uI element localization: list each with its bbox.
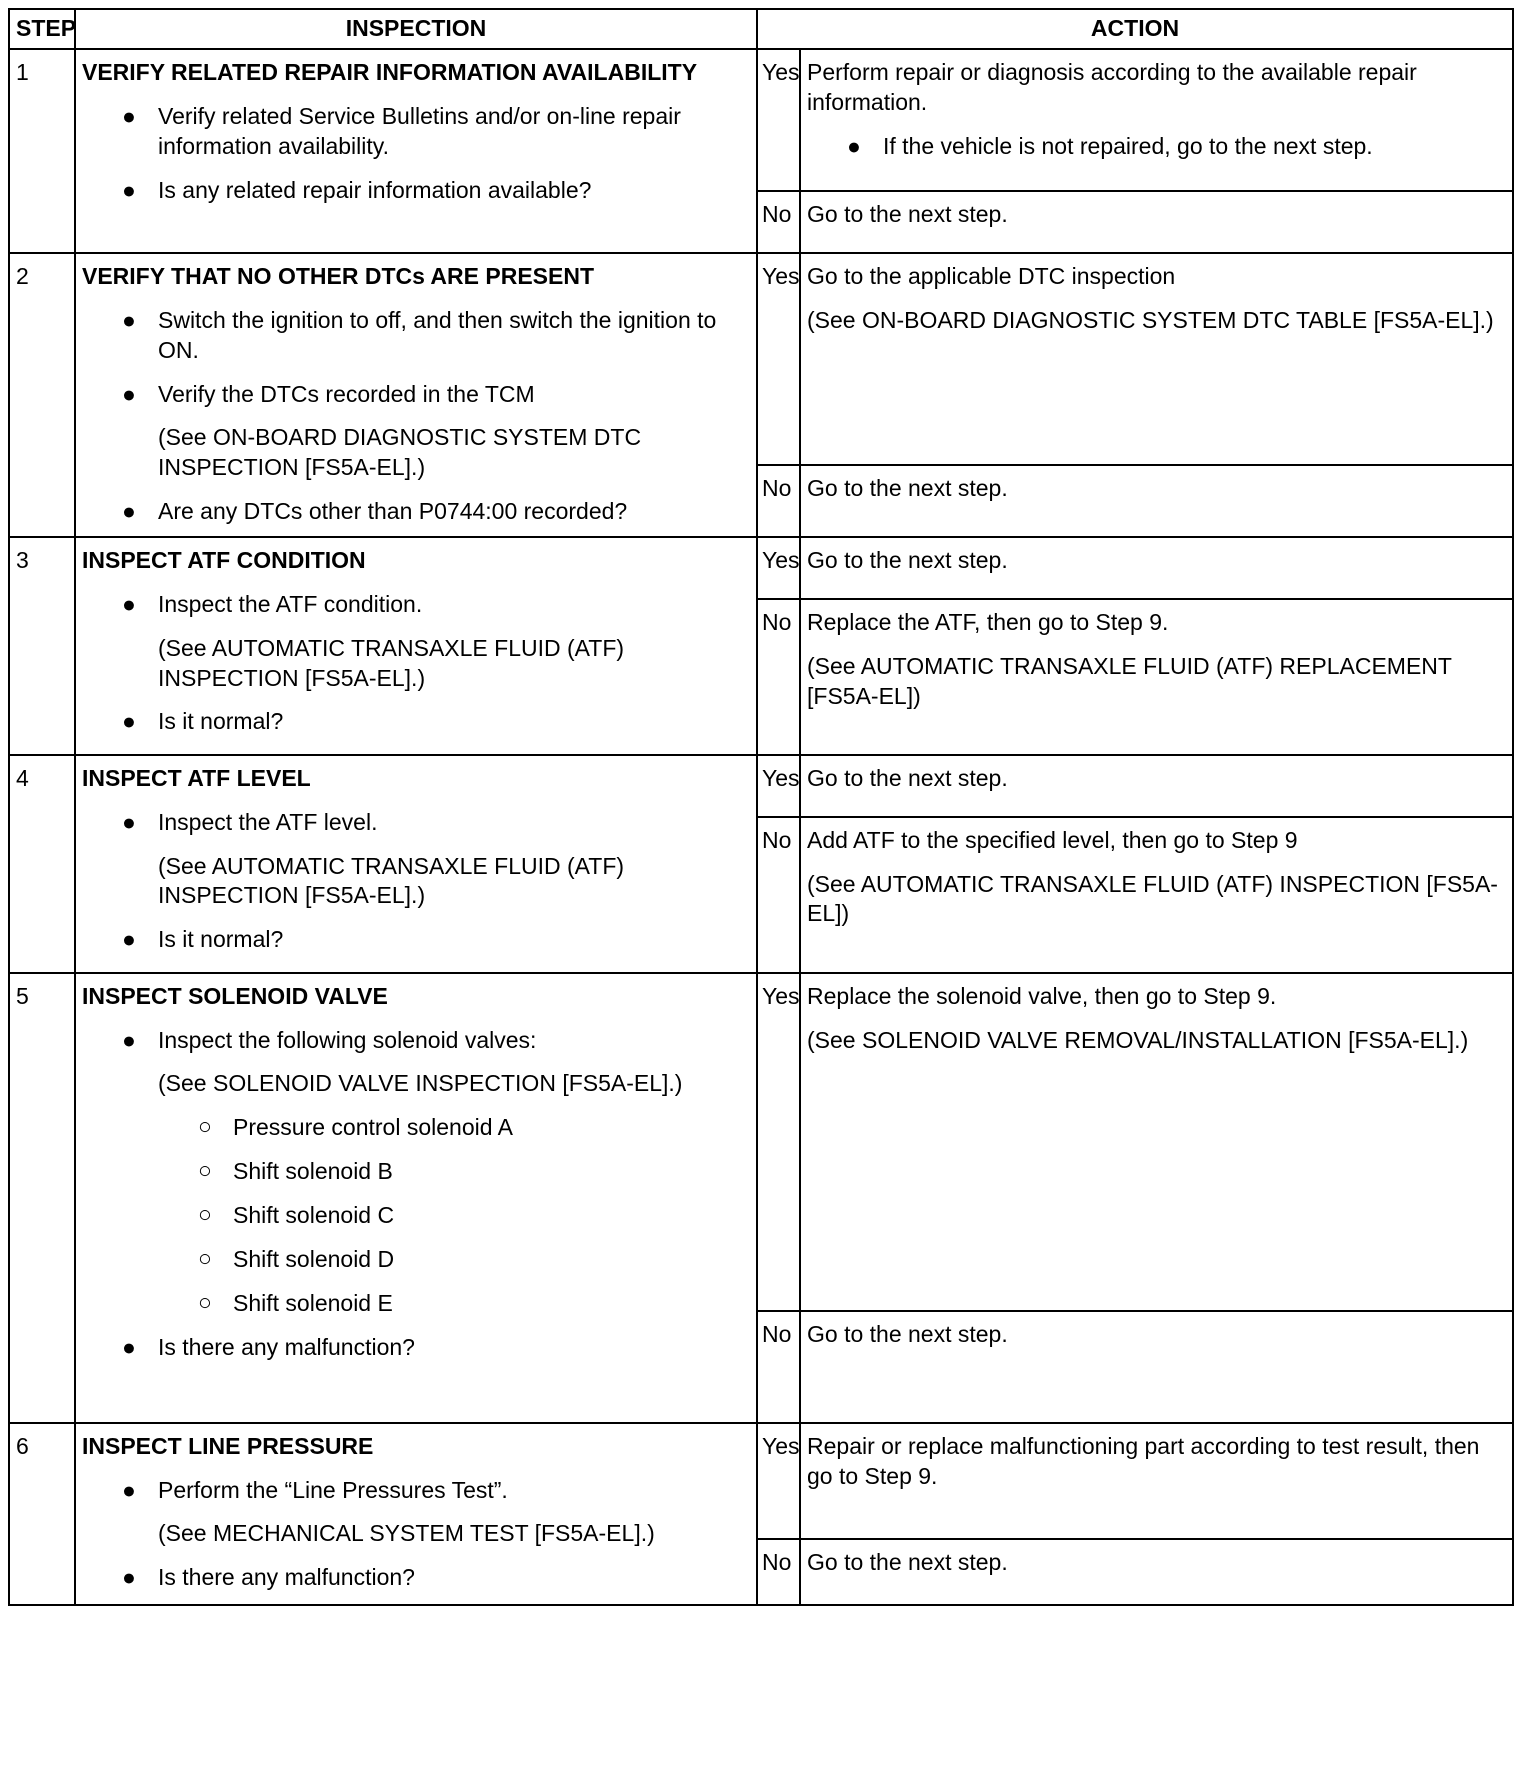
action-text: (See ON-BOARD DIAGNOSTIC SYSTEM DTC TABLE [FS5A-EL].): [807, 306, 1494, 333]
no-label: No: [757, 191, 800, 253]
yes-action: [800, 537, 1513, 599]
inspection-cell: [75, 49, 757, 253]
inspection-subitem-text: Shift solenoid E: [233, 1289, 393, 1316]
step-title: VERIFY RELATED REPAIR INFORMATION AVAILABILITY: [82, 59, 698, 85]
yes-label: Yes: [757, 49, 800, 191]
no-label: No: [757, 465, 800, 537]
step-number: 6: [9, 1423, 75, 1605]
step-title: INSPECT ATF LEVEL: [82, 764, 311, 791]
bullet-icon: ●: [122, 498, 136, 525]
circle-bullet-icon: ○: [198, 1245, 212, 1272]
no-label: No: [757, 599, 800, 755]
inspection-item-text: Inspect the ATF condition.: [158, 590, 423, 617]
inspection-reference: (See ON-BOARD DIAGNOSTIC SYSTEM DTC INSPECTION [FS5A-EL].): [158, 424, 642, 481]
action-text: Replace the ATF, then go to Step 9.: [807, 608, 1169, 635]
inspection-item: [82, 925, 750, 955]
inspection-item-text: Perform the “Line Pressures Test”.: [158, 1476, 508, 1503]
bullet-icon: ●: [122, 590, 136, 617]
inspection-item-text: Switch the ignition to off, and then switch the ignition to ON.: [158, 306, 717, 363]
inspection-item-text: Is any related repair information available?: [158, 176, 592, 203]
inspection-reference: (See SOLENOID VALVE INSPECTION [FS5A-EL].): [158, 1070, 683, 1097]
header-action: ACTION: [757, 9, 1513, 49]
diagnostic-procedure-document: [8, 8, 1512, 1606]
step-row: [9, 537, 1513, 599]
inspection-item: [82, 808, 750, 838]
action-text: Perform repair or diagnosis according to the available repair information.: [807, 59, 1417, 115]
inspection-reference: (See AUTOMATIC TRANSAXLE FLUID (ATF) INSPECTION [FS5A-EL].): [158, 852, 625, 909]
inspection-item-text: Are any DTCs other than P0744:00 recorded?: [158, 498, 628, 525]
circle-bullet-icon: ○: [198, 1113, 212, 1140]
no-action: [800, 191, 1513, 253]
action-text: Add ATF to the specified level, then go to Step 9: [807, 826, 1298, 853]
inspection-item: [82, 380, 750, 410]
inspection-cell: [75, 253, 757, 537]
bullet-icon: ●: [122, 808, 136, 835]
inspection-reference: (See AUTOMATIC TRANSAXLE FLUID (ATF) INSPECTION [FS5A-EL].): [158, 634, 625, 691]
bullet-icon: ●: [122, 176, 136, 203]
action-text: Replace the solenoid valve, then go to Step 9.: [807, 982, 1277, 1009]
circle-bullet-icon: ○: [198, 1288, 212, 1315]
yes-action: [800, 49, 1513, 191]
no-label: No: [757, 817, 800, 973]
bullet-icon: ●: [122, 1026, 136, 1053]
inspection-reference: (See MECHANICAL SYSTEM TEST [FS5A-EL].): [158, 1520, 655, 1547]
action-text: Go to the next step.: [807, 1320, 1008, 1347]
inspection-subitem: [82, 1157, 750, 1187]
bullet-icon: ●: [122, 708, 136, 735]
yes-label: Yes: [757, 755, 800, 817]
action-text: Go to the next step.: [807, 764, 1008, 791]
step-number: 4: [9, 755, 75, 973]
yes-action: [800, 253, 1513, 465]
header-step: STEP: [9, 9, 75, 49]
no-action: [800, 1539, 1513, 1605]
yes-label: Yes: [757, 537, 800, 599]
inspection-item-text: Is it normal?: [158, 926, 284, 953]
inspection-cell: [75, 1423, 757, 1605]
action-text: Go to the next step.: [807, 546, 1008, 573]
inspection-subitem-text: Pressure control solenoid A: [233, 1114, 513, 1141]
action-text: (See AUTOMATIC TRANSAXLE FLUID (ATF) REPLACEMENT [FS5A-EL]): [807, 652, 1452, 709]
inspection-item: [82, 497, 750, 527]
step-title: INSPECT LINE PRESSURE: [82, 1432, 374, 1459]
step-row: [9, 253, 1513, 465]
inspection-item: [82, 1026, 750, 1056]
step-number: 3: [9, 537, 75, 755]
no-action: [800, 1311, 1513, 1423]
inspection-cell: [75, 537, 757, 755]
step-number: 2: [9, 253, 75, 537]
step-row: [9, 1423, 1513, 1539]
inspection-subitem: [82, 1201, 750, 1231]
inspection-item: [82, 306, 750, 366]
no-action: [800, 465, 1513, 537]
bullet-icon: ●: [122, 306, 136, 333]
yes-action: [800, 973, 1513, 1311]
no-action: [800, 817, 1513, 973]
action-text: Go to the next step.: [807, 201, 1008, 227]
step-number: 5: [9, 973, 75, 1423]
circle-bullet-icon: ○: [198, 1157, 212, 1184]
step-number: 1: [9, 49, 75, 253]
step-title: INSPECT ATF CONDITION: [82, 546, 366, 573]
yes-action: [800, 755, 1513, 817]
yes-label: Yes: [757, 973, 800, 1311]
inspection-subitem-text: Shift solenoid C: [233, 1202, 395, 1229]
bullet-icon: ●: [122, 926, 136, 953]
yes-label: Yes: [757, 253, 800, 465]
inspection-item-text: Is there any malfunction?: [158, 1333, 415, 1360]
inspection-cell: [75, 755, 757, 973]
bullet-icon: ●: [122, 1564, 136, 1591]
inspection-subitem: [82, 1245, 750, 1275]
header-inspection: INSPECTION: [75, 9, 757, 49]
inspection-item-text: Verify the DTCs recorded in the TCM: [158, 380, 535, 407]
inspection-item: [82, 1476, 750, 1506]
inspection-item-text: Is it normal?: [158, 708, 284, 735]
header-row: [9, 9, 1513, 49]
bullet-icon: ●: [122, 1476, 136, 1503]
action-text: (See AUTOMATIC TRANSAXLE FLUID (ATF) INSPECTION [FS5A-EL]): [807, 870, 1498, 927]
bullet-icon: ●: [122, 102, 136, 129]
bullet-icon: ●: [122, 380, 136, 407]
step-row: [9, 755, 1513, 817]
inspection-item: [82, 1563, 750, 1593]
inspection-subitem: [82, 1113, 750, 1143]
inspection-item-text: Verify related Service Bulletins and/or on-line repair information availability.: [158, 102, 681, 159]
inspection-item-text: Inspect the ATF level.: [158, 808, 378, 835]
bullet-icon: ●: [122, 1333, 136, 1360]
no-action: [800, 599, 1513, 755]
no-label: No: [757, 1311, 800, 1423]
step-row: [9, 49, 1513, 191]
action-text: Go to the next step.: [807, 474, 1008, 501]
inspection-item-text: Inspect the following solenoid valves:: [158, 1026, 537, 1053]
inspection-item: [82, 707, 750, 737]
inspection-item: [82, 102, 750, 162]
step-title: VERIFY THAT NO OTHER DTCs ARE PRESENT: [82, 262, 595, 289]
action-text: Go to the applicable DTC inspection: [807, 262, 1176, 289]
bullet-icon: ●: [847, 132, 861, 159]
action-bullet-text: If the vehicle is not repaired, go to the next step.: [883, 132, 1373, 159]
action-text: Repair or replace malfunctioning part according to test result, then go to Step 9.: [807, 1432, 1480, 1489]
action-text: (See SOLENOID VALVE REMOVAL/INSTALLATION [FS5A-EL].): [807, 1026, 1469, 1053]
inspection-item: [82, 1333, 750, 1363]
inspection-cell: [75, 973, 757, 1423]
action-text: Go to the next step.: [807, 1548, 1008, 1575]
yes-label: Yes: [757, 1423, 800, 1539]
step-row: [9, 973, 1513, 1311]
inspection-item: [82, 590, 750, 620]
action-bullet-item: [807, 132, 1506, 162]
inspection-subitem: [82, 1289, 750, 1319]
yes-action: [800, 1423, 1513, 1539]
no-label: No: [757, 1539, 800, 1605]
inspection-table: [8, 8, 1514, 1606]
inspection-subitem-text: Shift solenoid D: [233, 1246, 395, 1273]
step-title: INSPECT SOLENOID VALVE: [82, 982, 388, 1009]
inspection-subitem-text: Shift solenoid B: [233, 1158, 393, 1185]
circle-bullet-icon: ○: [198, 1201, 212, 1228]
inspection-item: [82, 176, 750, 206]
inspection-item-text: Is there any malfunction?: [158, 1564, 415, 1591]
